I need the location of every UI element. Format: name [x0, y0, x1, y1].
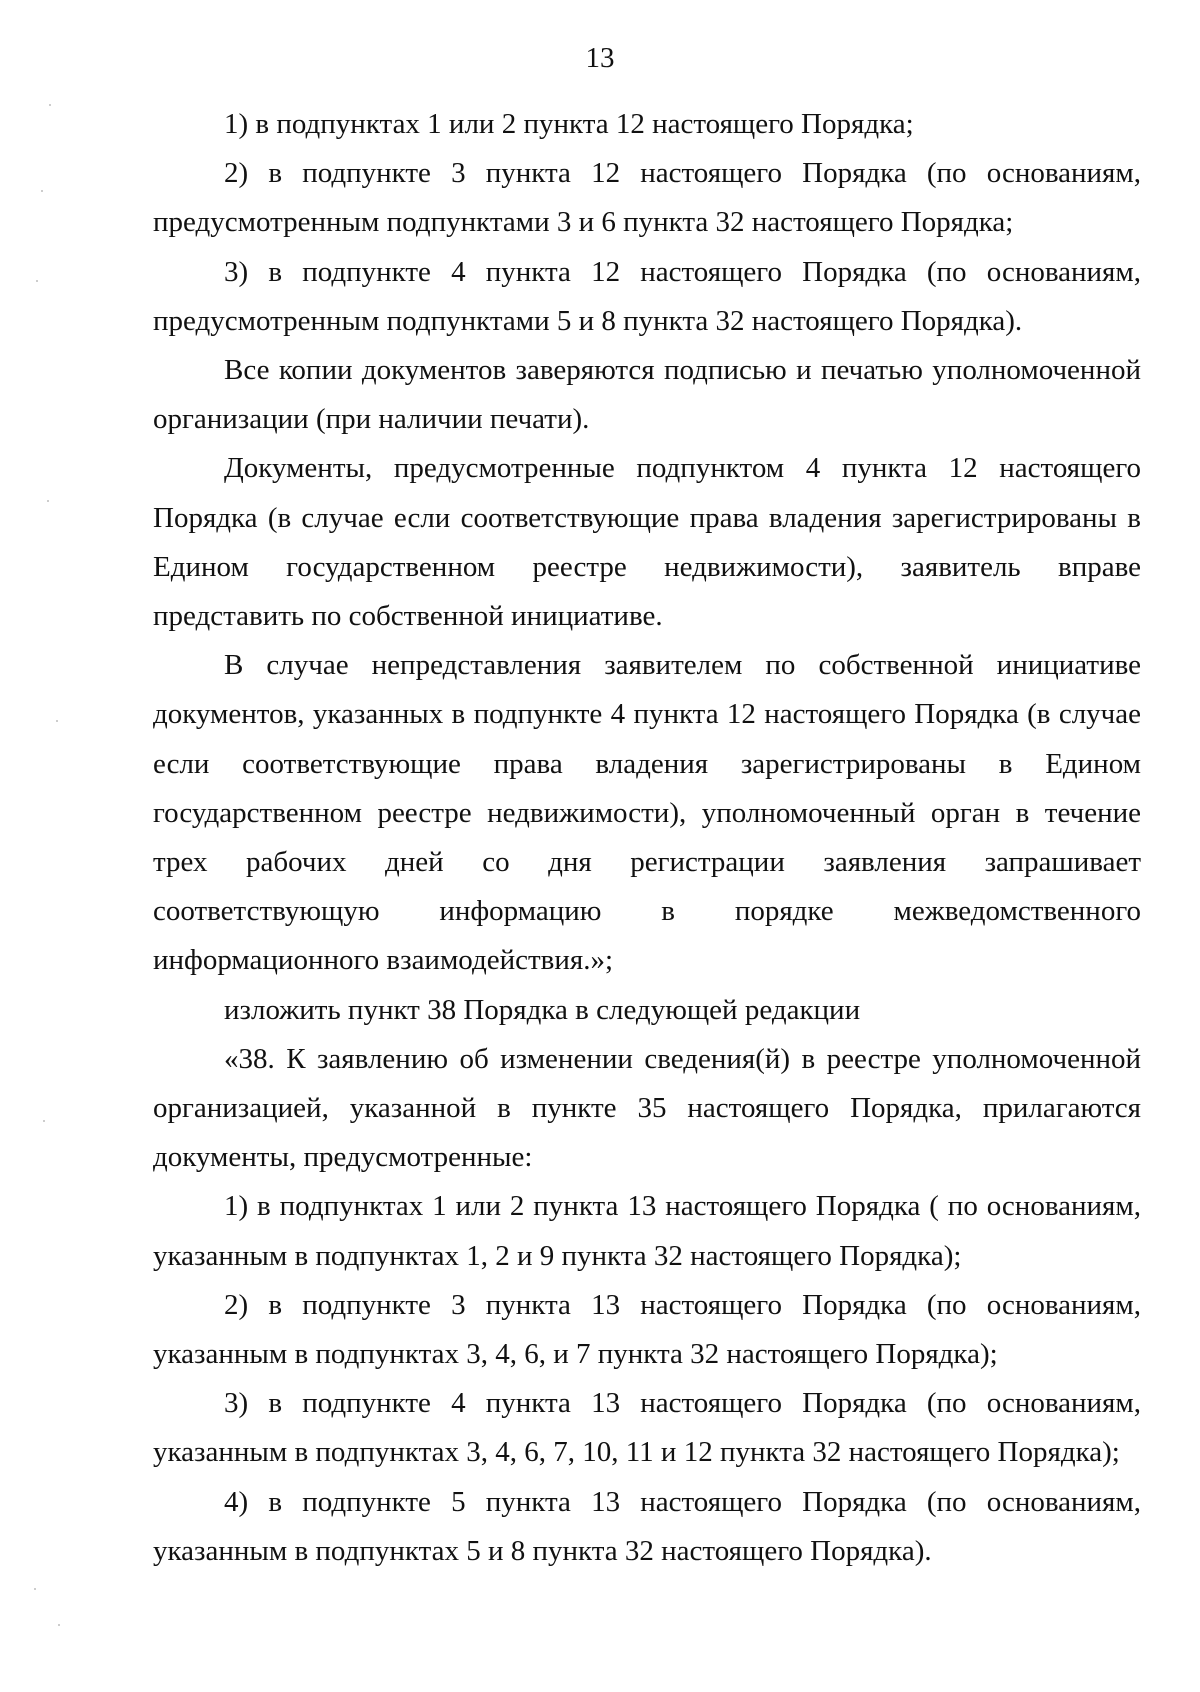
- paragraph-9: 1) в подпунктах 1 или 2 пункта 13 настоящего Порядка ( по основаниям, указанным в подпунктах 1, 2 и 9 пункта 32 настоящего Порядка);: [153, 1190, 1141, 1272]
- scan-speck: [47, 500, 49, 502]
- scan-speck: [43, 1120, 45, 1122]
- paragraph-2: 2) в подпункте 3 пункта 12 настоящего Порядка (по основаниям, предусмотренным подпунктами 3 и 6 пункта 32 настоящего Порядка;: [153, 157, 1141, 239]
- paragraph-6: В случае непредставления заявителем по собственной инициативе документов, указанных в подпункте 4 пункта 12 настоящего Порядка (в случае если соответствующие права владения зарегистрированы в Едином государственном реестре недвижимости), уполномоченный орган в течение трех рабочих дней со дня регистрации заявления запрашивает соответствующую информацию в порядке межведомственного информационного взаимодействия.»;: [153, 649, 1141, 977]
- scan-speck: [36, 280, 38, 282]
- scan-speck: [41, 190, 43, 192]
- scan-speck: [34, 1588, 36, 1590]
- scan-speck: [49, 104, 51, 106]
- paragraph-1: 1) в подпунктах 1 или 2 пункта 12 настоящего Порядка;: [224, 108, 914, 140]
- paragraph-11: 3) в подпункте 4 пункта 13 настоящего Порядка (по основаниям, указанным в подпунктах 3, 4, 6, 7, 10, 11 и 12 пункта 32 настоящего Порядка);: [153, 1387, 1141, 1469]
- page-number: 13: [585, 42, 615, 74]
- paragraph-3: 3) в подпункте 4 пункта 12 настоящего Порядка (по основаниям, предусмотренным подпунктами 5 и 8 пункта 32 настоящего Порядка).: [153, 255, 1141, 337]
- paragraph-12: 4) в подпункте 5 пункта 13 настоящего Порядка (по основаниям, указанным в подпунктах 5 и 8 пункта 32 настоящего Порядка).: [153, 1485, 1141, 1567]
- paragraph-8: «38. К заявлению об изменении сведения(й) в реестре уполномоченной организацией, указанной в пункте 35 настоящего Порядка, прилагаются документы, предусмотренные:: [153, 1042, 1141, 1174]
- paragraph-4: Все копии документов заверяются подписью и печатью уполномоченной организации (при наличии печати).: [153, 354, 1141, 436]
- document-body: [153, 100, 1141, 1576]
- paragraph-5: Документы, предусмотренные подпунктом 4 пункта 12 настоящего Порядка (в случае если соответствующие права владения зарегистрированы в Едином государственном реестре недвижимости), заявитель вправе представить по собственной инициативе.: [153, 452, 1141, 633]
- paragraph-10: 2) в подпункте 3 пункта 13 настоящего Порядка (по основаниям, указанным в подпунктах 3, 4, 6, и 7 пункта 32 настоящего Порядка);: [153, 1288, 1141, 1371]
- paragraph-7: изложить пункт 38 Порядка в следующей редакции: [224, 993, 861, 1026]
- scan-speck: [58, 1624, 60, 1626]
- scan-speck: [56, 720, 58, 722]
